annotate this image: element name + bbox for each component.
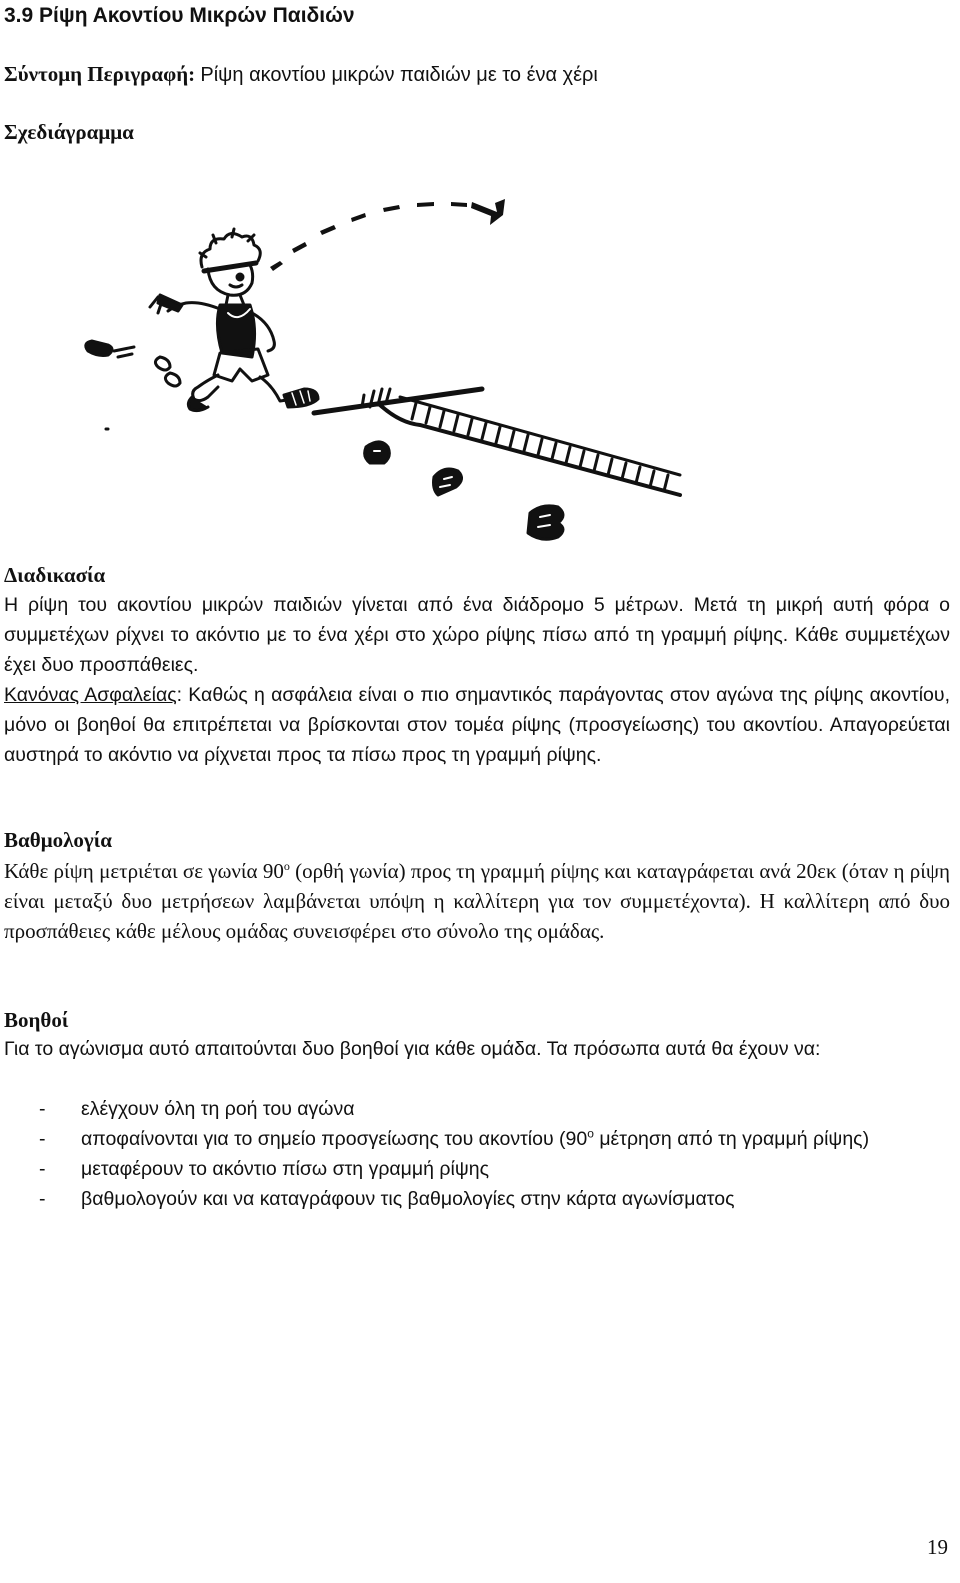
page-title: 3.9 Ρίψη Ακοντίου Μικρών Παιδιών (4, 4, 355, 27)
safety-rule-label: Κανόνας Ασφαλείας (4, 684, 177, 706)
diagram-heading: Σχεδιάγραμμα (4, 120, 134, 144)
child-runner-figure (150, 229, 318, 411)
safety-rule-text: : Καθώς η ασφάλεια είναι ο πιο σημαντικός παράγοντας στον αγώνα της ρίψης ακοντίου, μόνο οι βοηθοί θα επιτρέπεται να βρίσκονται στον τομέα ρίψης (προσγείωσης) του ακοντίου. Απαγορεύεται αυστηρά το ακόντιο να ρίχνεται προς τα πίσω προς τη γραμμή ρίψης. (4, 684, 950, 766)
scoring-text-part1: Κάθε ρίψη μετριέται σε γωνία 90 (4, 859, 284, 883)
throw-trajectory (270, 199, 505, 271)
list-item (4, 1184, 950, 1214)
list-dash: - (39, 1128, 46, 1150)
list-item (4, 1124, 950, 1154)
zone-marker-3 (528, 506, 563, 539)
javelin-throw-illustration (70, 145, 695, 555)
list-dash: - (39, 1098, 46, 1120)
procedure-heading: Διαδικασία (4, 563, 106, 587)
list-item-text: βαθμολογούν και να καταγράφουν τις βαθμολογίες στην κάρτα αγωνίσματος (81, 1188, 735, 1210)
scoring-text (4, 856, 950, 946)
zone-marker-1 (365, 442, 390, 463)
list-dash: - (39, 1158, 46, 1180)
short-description-label: Σύντομη Περιγραφή: (4, 62, 196, 86)
page-number: 19 (927, 1535, 948, 1559)
zone-marker-2 (434, 469, 462, 495)
list-item (4, 1094, 950, 1124)
scoring-heading: Βαθμολογία (4, 828, 112, 852)
procedure-paragraph: Η ρίψη του ακοντίου μικρών παιδιών γίνεται από ένα διάδρομο 5 μέτρων. Μετά τη μικρή αυτή φόρα ο συμμετέχων ρίχνει το ακόντιο με το ένα χέρι στο χώρο ρίψης πίσω από τη γραμμή ρίψης. Κάθε συμμετέχων έχει δυο προσπάθειες. (4, 594, 950, 676)
footprints (86, 341, 180, 429)
helpers-heading: Βοηθοί (4, 1008, 69, 1032)
helpers-duties-list (4, 1094, 950, 1214)
measuring-sector (380, 397, 680, 495)
list-item-text: αποφαίνονται για το σημείο προσγείωσης του ακοντίου (90 (81, 1128, 588, 1150)
list-item-text-continued: μέτρηση από τη γραμμή ρίψης) (593, 1128, 870, 1150)
short-description (4, 60, 598, 89)
degree-superscript: ο (283, 859, 290, 873)
procedure-text (4, 590, 950, 770)
list-item (4, 1154, 950, 1184)
degree-superscript: ο (587, 1126, 594, 1141)
throwing-line (314, 389, 482, 413)
list-dash: - (39, 1188, 46, 1210)
short-description-value: Ρίψη ακοντίου μικρών παιδιών με το ένα χέρι (200, 64, 598, 86)
scoring-text-part2: (ορθή γωνία) προς τη γραμμή ρίψης και καταγράφεται ανά 20εκ (όταν η ρίψη είναι μεταξύ δυο μετρήσεων λαμβάνεται υπόψη η καλλίτερη για τον συμμετέχοντα). Η καλλίτερη από δυο προσπάθειες κάθε μέλους ομάδας συνεισφέρει στο σύνολο της ομάδας. (4, 859, 950, 943)
list-item-text: μεταφέρουν το ακόντιο πίσω στη γραμμή ρίψης (81, 1158, 489, 1180)
list-item-text: ελέγχουν όλη τη ροή του αγώνα (81, 1098, 355, 1120)
helpers-intro: Για το αγώνισμα αυτό απαιτούνται δυο βοηθοί για κάθε ομάδα. Τα πρόσωπα αυτά θα έχουν να: (4, 1038, 821, 1060)
